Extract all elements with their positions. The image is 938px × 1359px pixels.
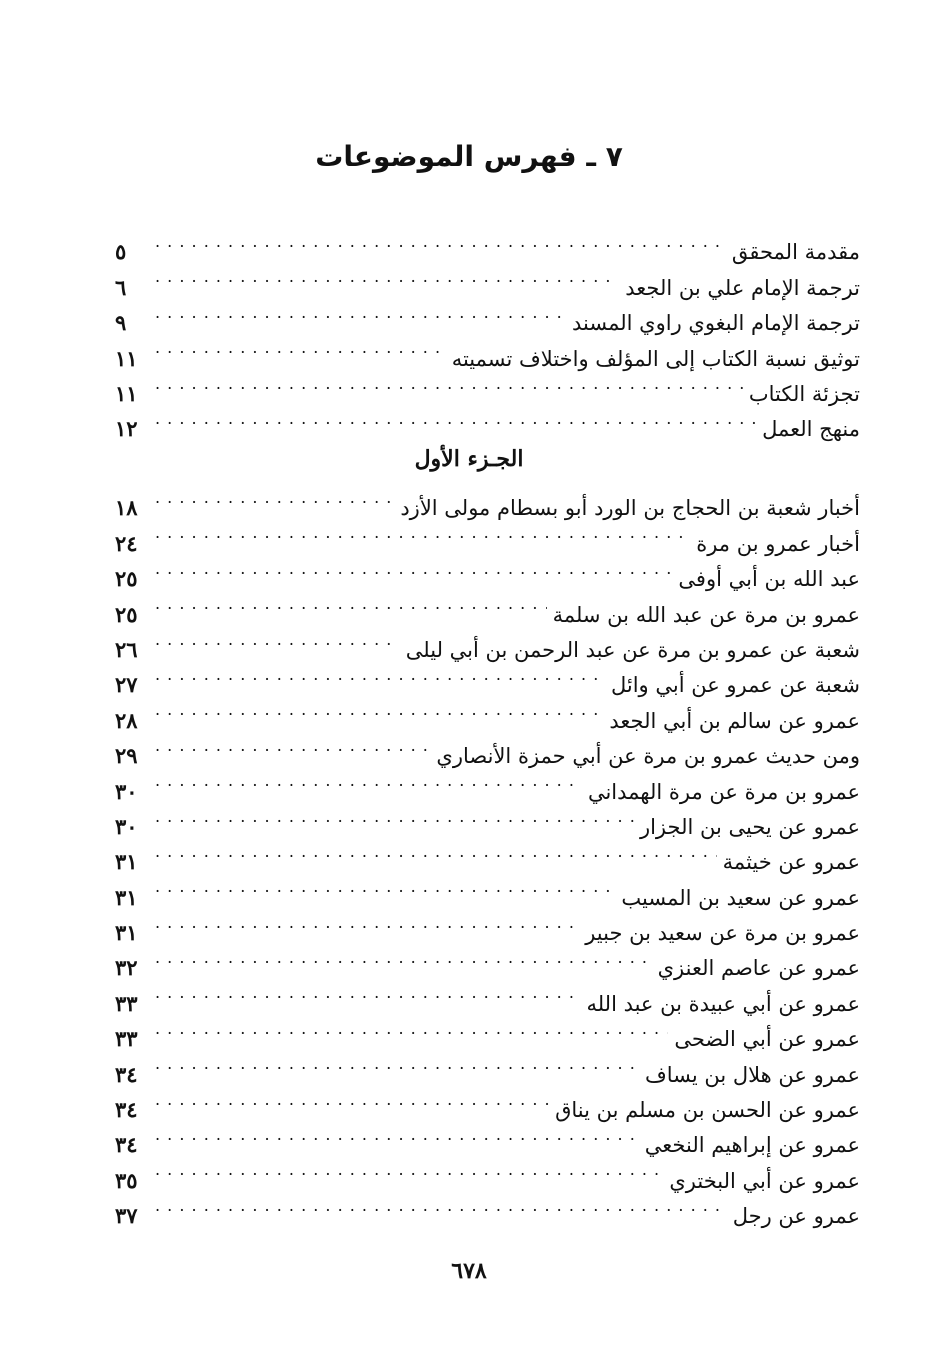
dot-leader xyxy=(155,657,605,692)
toc-label: عمرو عن الحسن بن مسلم بن يناق xyxy=(555,1098,860,1123)
toc-label: تجزئة الكتاب xyxy=(748,381,860,406)
toc-label: عمرو عن هلال بن يساف xyxy=(644,1062,860,1087)
toc-page-number: ١٢ xyxy=(115,416,138,442)
toc-label: عمرو عن يحيى بن الجزار xyxy=(639,814,860,839)
toc-label: عمرو عن سعيد بن المسيب xyxy=(621,885,860,910)
toc-page-number: ٣١ xyxy=(115,884,138,910)
toc-page-number: ٩ xyxy=(115,310,127,336)
toc-page-number: ٢٦ xyxy=(115,636,138,662)
dot-leader xyxy=(155,515,690,550)
dot-leader xyxy=(155,834,717,869)
toc-page-number: ٣٠ xyxy=(115,778,138,804)
toc-label: مقدمة المحقق xyxy=(731,240,860,265)
toc-label: عمرو عن خيثمة xyxy=(722,850,860,875)
toc-label: شعبة عن عمرو بن مرة عن عبد الرحمن بن أبي ليلى xyxy=(405,637,860,662)
toc-page-number: ٣٧ xyxy=(115,1203,138,1229)
toc-page-number: ٢٤ xyxy=(115,530,138,556)
part-one-toc-list xyxy=(115,480,860,1229)
toc-label: ترجمة الإمام البغوي راوي المسند xyxy=(572,311,860,336)
dot-leader xyxy=(155,401,756,436)
toc-label: ترجمة الإمام علي بن الجعد xyxy=(625,275,860,300)
dot-leader xyxy=(155,940,652,975)
toc-page-number: ٢٧ xyxy=(115,672,138,698)
toc-label: عمرو عن إبراهيم النخعي xyxy=(644,1133,860,1158)
toc-label: عمرو بن مرة عن مرة الهمداني xyxy=(587,779,860,804)
toc-label: توثيق نسبة الكتاب إلى المؤلف واختلاف تسميته xyxy=(451,346,860,371)
toc-label: منهج العمل xyxy=(762,417,860,442)
toc-page-number: ١١ xyxy=(115,345,138,371)
toc-page-number: ٣٤ xyxy=(115,1132,138,1158)
toc-page-number: ٣٤ xyxy=(115,1061,138,1087)
toc-page-number: ٣٥ xyxy=(115,1167,138,1193)
toc-page-number: ٢٥ xyxy=(115,566,138,592)
dot-leader xyxy=(155,551,672,586)
dot-leader xyxy=(155,1188,727,1223)
toc-label: عمرو عن عاصم العنزي xyxy=(657,956,860,981)
toc-label: شعبة عن عمرو عن أبي وائل xyxy=(610,673,860,698)
toc-page-number: ٦ xyxy=(115,274,127,300)
toc-row xyxy=(115,224,860,265)
dot-leader xyxy=(155,480,394,515)
dot-leader xyxy=(155,1117,639,1152)
toc-label: عمرو بن مرة عن سعيد بن جبير xyxy=(585,921,860,946)
page-title: ٧ ـ فهرس الموضوعات xyxy=(315,140,623,173)
toc-label: عمرو عن سالم بن أبي الجعد xyxy=(609,708,860,733)
dot-leader xyxy=(155,259,619,294)
toc-label: عمرو عن أبي البختري xyxy=(669,1168,860,1193)
toc-label: أخبار شعبة بن الحجاج بن الورد أبو بسطام مولى الأزد xyxy=(400,496,860,521)
toc-page-number: ٣٠ xyxy=(115,813,138,839)
toc-page-number: ٢٥ xyxy=(115,601,138,627)
toc-page-number: ٣٣ xyxy=(115,990,138,1016)
dot-leader xyxy=(155,366,743,401)
dot-leader xyxy=(155,330,446,365)
dot-leader xyxy=(155,763,582,798)
dot-leader xyxy=(155,1082,549,1117)
dot-leader xyxy=(155,975,580,1010)
dot-leader xyxy=(155,905,579,940)
dot-leader xyxy=(155,1152,663,1187)
toc-row xyxy=(115,401,860,442)
dot-leader xyxy=(155,1046,639,1081)
dot-leader xyxy=(155,295,566,330)
toc-page-number: ١١ xyxy=(115,380,138,406)
toc-row xyxy=(115,480,860,521)
dot-leader xyxy=(155,799,634,834)
section-heading: الجـزء الأول xyxy=(414,446,524,472)
toc-label: عمرو عن أبي الضحى xyxy=(674,1027,860,1052)
dot-leader xyxy=(155,692,603,727)
toc-label: عمرو عن أبي عبيدة بن عبد الله xyxy=(586,991,860,1016)
intro-toc-list xyxy=(115,224,860,442)
toc-label: عمرو بن مرة عن عبد الله بن سلمة xyxy=(552,602,860,627)
dot-leader xyxy=(155,224,726,259)
toc-label: عبد الله بن أبي أوفى xyxy=(678,567,860,592)
dot-leader xyxy=(155,1011,668,1046)
dot-leader xyxy=(155,728,430,763)
dot-leader xyxy=(155,622,400,657)
toc-page-number: ٣١ xyxy=(115,849,138,875)
toc-label: ومن حديث عمرو بن مرة عن أبي حمزة الأنصاري xyxy=(436,744,860,769)
toc-page-number: ٣١ xyxy=(115,920,138,946)
dot-leader xyxy=(155,586,547,621)
toc-page-number: ٢٨ xyxy=(115,707,138,733)
toc-label: أخبار عمرو بن مرة xyxy=(696,531,860,556)
toc-page-number: ٥ xyxy=(115,239,127,265)
dot-leader xyxy=(155,869,615,904)
toc-label: عمرو عن رجل xyxy=(732,1204,860,1229)
toc-page-number: ٢٩ xyxy=(115,743,138,769)
toc-page-number: ٣٣ xyxy=(115,1026,138,1052)
toc-page-number: ١٨ xyxy=(115,495,138,521)
toc-page-number: ٣٢ xyxy=(115,955,138,981)
toc-page-number: ٣٤ xyxy=(115,1097,138,1123)
page-number: ٦٧٨ xyxy=(451,1258,487,1284)
